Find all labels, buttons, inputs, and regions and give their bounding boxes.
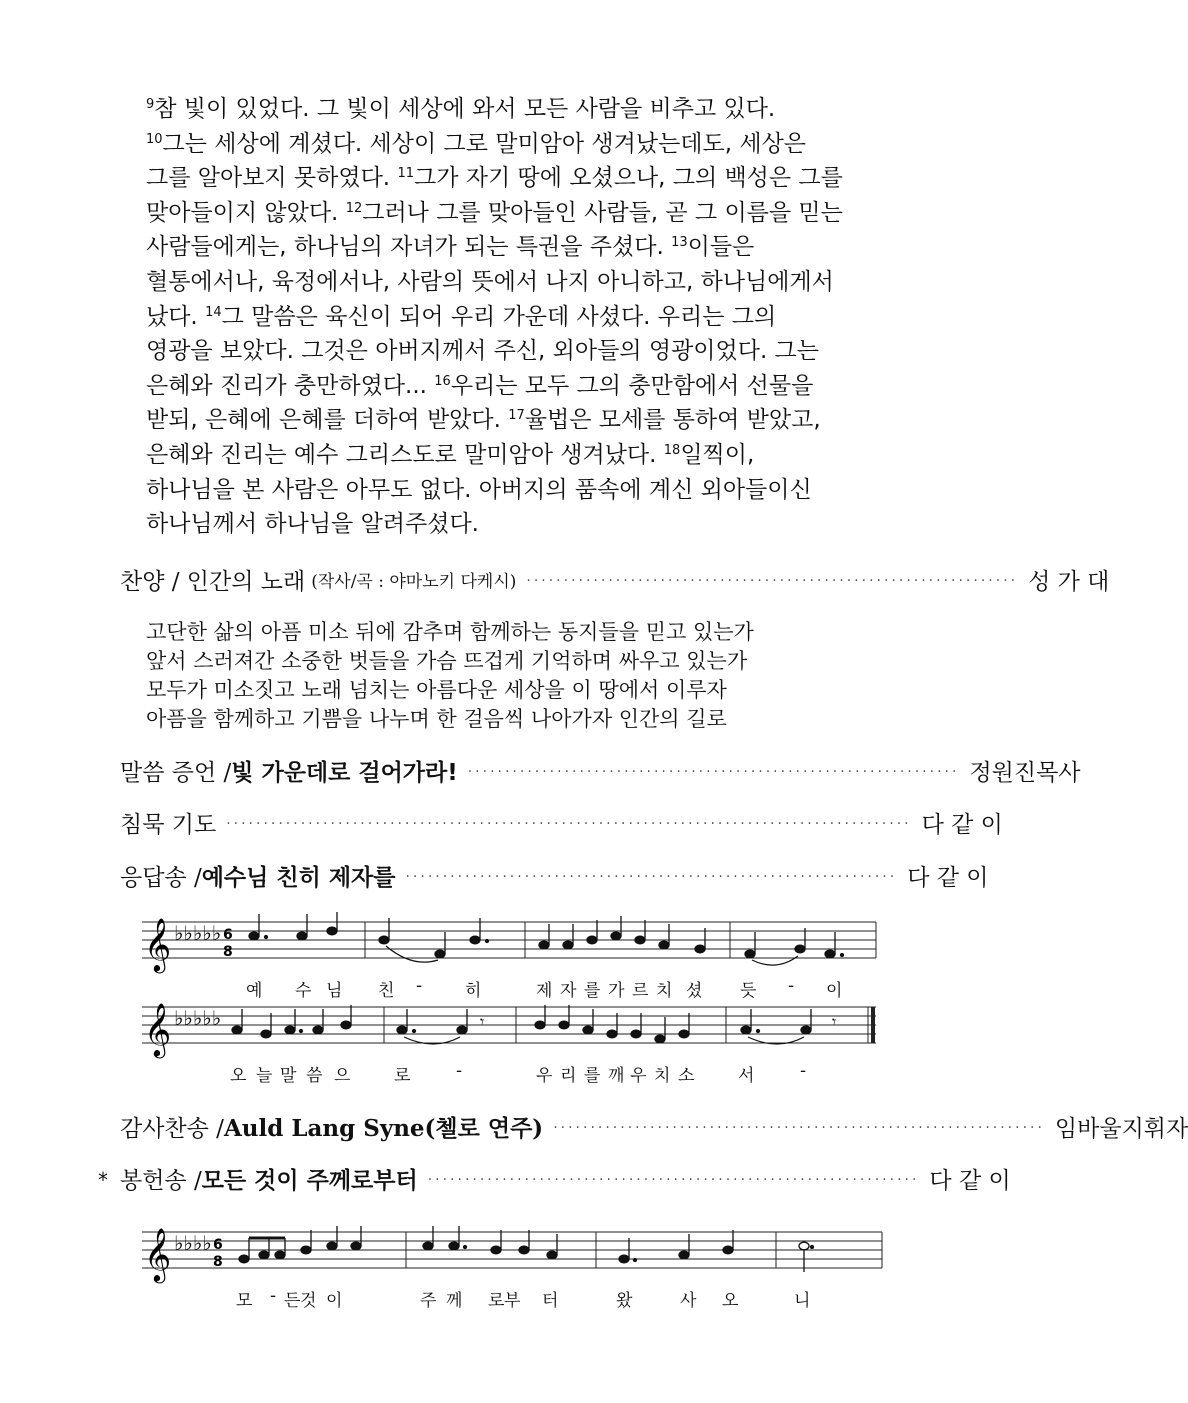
lyric-syllable: -	[416, 976, 423, 996]
chanyang-credit: (작사/곡 : 야마노키 다케시)	[311, 571, 517, 592]
svg-text:𝄾: 𝄾	[480, 1012, 485, 1031]
scripture-text: 사람들에게는, 하나님의 자녀가 되는 특권을 주셨다.	[146, 234, 672, 261]
lyric-syllable: 우	[536, 1066, 553, 1086]
leader-dots: ··································································	[553, 1120, 1045, 1136]
song-lyrics	[146, 618, 754, 734]
lyric-syllable: 히	[465, 981, 482, 1001]
sermon-who: 정원진목사	[969, 759, 1081, 786]
scripture-text: 하나님을 본 사람은 아무도 없다. 아버지의 품속에 계신 외아들이신	[146, 476, 812, 503]
lyric-syllable: 치	[656, 981, 673, 1001]
scripture-text: 참 빛이 있었다. 그 빛이 세상에 와서 모든 사람을 비추고 있다.	[154, 96, 776, 122]
verse-number: 18	[663, 442, 681, 458]
leader-dots: ··································································	[405, 869, 898, 885]
music-staff	[140, 912, 880, 972]
leader-dots: ··································································	[467, 764, 960, 780]
sermon-title: 빛 가운데로 걸어가라!	[231, 759, 458, 786]
lyric-syllable: 님	[326, 981, 343, 1001]
lyric-syllable: 모	[236, 1291, 253, 1311]
scripture-text: 우리는 모두 그의 충만함에서 선물을	[450, 372, 814, 399]
lyric-syllable: 왔	[616, 1291, 633, 1311]
scripture-text: 그를 알아보지 못하였다.	[146, 165, 398, 192]
lyric-syllable: 이	[326, 1291, 343, 1311]
lyric-syllable: 으	[334, 1066, 351, 1086]
lyric-syllable: 서	[738, 1066, 755, 1086]
svg-text:8: 8	[223, 944, 233, 960]
leader-dots: ··································································	[526, 573, 1019, 589]
thanks-title: Auld Lang Syne(첼로 연주)	[223, 1114, 544, 1142]
lyric-syllable: -	[270, 1286, 277, 1306]
response-score-line1	[140, 912, 880, 1001]
lyric-syllable: -	[788, 976, 795, 996]
lyric-syllable: 우	[630, 1066, 647, 1086]
scripture-text: 은혜와 진리가 충만하였다...	[146, 372, 435, 399]
lyric-syllable: 께	[446, 1291, 463, 1311]
standing-asterisk: *	[98, 1168, 108, 1192]
lyric-syllable: 제	[536, 981, 553, 1001]
lyric-syllable: -	[800, 1061, 807, 1081]
scripture-line	[146, 92, 876, 127]
verse-number: 10	[146, 131, 163, 147]
lyric-syllable: 오	[230, 1066, 247, 1086]
offering-score	[140, 1222, 885, 1311]
scripture-text: 이들은	[687, 234, 755, 261]
lyric-line: 앞서 스러져간 소중한 벗들을 가슴 뜨겁게 기억하며 싸우고 있는가	[146, 649, 748, 673]
scripture-line	[146, 403, 876, 438]
scripture-passage	[146, 92, 876, 542]
verse-number: 9	[146, 97, 155, 112]
order-chanyang	[120, 561, 1110, 597]
scripture-text: 율법은 모세를 통하여 받았고,	[524, 407, 821, 434]
treble-clef-icon: 𝄞	[144, 1002, 172, 1056]
scripture-text: 혈통에서나, 육정에서나, 사람의 뜻에서 나지 아니하고, 하나님에게서	[146, 268, 834, 295]
lyric-syllable: 로	[488, 1291, 505, 1311]
lyric-syllable: 로	[394, 1066, 411, 1086]
scripture-line	[146, 230, 876, 265]
sermon-label: 말씀 증언 /	[120, 759, 232, 786]
music-staff	[140, 997, 880, 1057]
scripture-line	[146, 438, 876, 473]
lyric-syllable: 말	[280, 1066, 297, 1086]
order-sermon	[120, 752, 1081, 788]
scripture-text: 받되, 은혜에 은혜를 더하여 받았다.	[146, 407, 509, 434]
lyric-syllable: 가	[608, 981, 625, 1001]
order-response	[120, 857, 989, 893]
verse-number: 14	[205, 304, 222, 320]
verse-number: 17	[508, 408, 525, 424]
scripture-line	[146, 127, 876, 162]
lyric-syllable: 르	[632, 981, 649, 1001]
lyric-syllable: 부	[504, 1291, 521, 1311]
chanyang-who: 성 가 대	[1028, 568, 1110, 595]
verse-number: 11	[397, 166, 414, 182]
verse-number: 12	[345, 200, 363, 216]
scripture-text: 영광을 보았다. 그것은 아버지께서 주신, 외아들의 영광이었다. 그는	[146, 338, 819, 365]
response-label: 응답송 /	[120, 864, 202, 891]
svg-text:♭♭♭♭♭: ♭♭♭♭♭	[174, 1006, 222, 1030]
response-score-line2	[140, 997, 880, 1086]
lyric-syllable: 오	[722, 1291, 739, 1311]
order-offering	[120, 1160, 1011, 1196]
svg-text:♭♭♭♭: ♭♭♭♭	[174, 1231, 212, 1255]
lyric-syllable: 씀	[306, 1066, 323, 1086]
lyric-syllable: 를	[584, 1066, 601, 1086]
scripture-text: 맞아들이지 않았다.	[146, 199, 346, 226]
verse-number: 13	[671, 235, 688, 251]
lyric-syllable: 것	[300, 1291, 317, 1311]
thanks-label: 감사찬송 /	[120, 1115, 224, 1142]
svg-text:6: 6	[213, 1237, 223, 1253]
response-title: 예수님 친히 제자를	[201, 864, 396, 891]
lyric-line: 고단한 삶의 아픔 미소 뒤에 감추며 함께하는 동지들을 믿고 있는가	[146, 620, 754, 644]
order-thanks	[120, 1108, 1188, 1144]
lyric-syllable: 이	[826, 981, 843, 1001]
leader-dots: ··································································	[427, 1172, 920, 1188]
lyric-syllable: 주	[420, 1291, 437, 1311]
scripture-text: 일찍이,	[680, 441, 755, 468]
chanyang-label: 찬양 / 인간의 노래	[120, 568, 306, 595]
svg-text:𝄾: 𝄾	[832, 1012, 837, 1031]
lyric-syllable: 깨	[608, 1066, 625, 1086]
lyric-syllable: -	[456, 1061, 463, 1081]
lyric-line: 아픔을 함께하고 기쁨을 나누며 한 걸음씩 나아가자 인간의 길로	[146, 707, 727, 731]
lyric-syllable: 를	[584, 981, 601, 1001]
thanks-who: 임바울지휘자	[1054, 1115, 1188, 1142]
scripture-text: 그 말씀은 육신이 되어 우리 가운데 사셨다. 우리는 그의	[221, 303, 777, 330]
lyric-syllable: 사	[680, 1291, 697, 1311]
scripture-line	[146, 196, 876, 231]
offering-who: 다 같 이	[929, 1167, 1011, 1194]
order-prayer	[120, 804, 1003, 840]
scripture-text: 하나님께서 하나님을 알려주셨다.	[146, 511, 479, 538]
scripture-line	[146, 300, 876, 335]
scripture-text: 났다.	[146, 303, 206, 330]
prayer-who: 다 같 이	[921, 811, 1003, 838]
lyric-syllable: 자	[560, 981, 577, 1001]
prayer-label: 침묵 기도	[120, 811, 217, 838]
scripture-line	[146, 507, 876, 542]
scripture-text: 은혜와 진리는 예수 그리스도로 말미암아 생겨났다.	[146, 441, 664, 468]
scripture-text: 그는 세상에 계셨다. 세상이 그로 말미암아 생겨났는데도, 세상은	[162, 130, 807, 157]
lyric-syllable: 늘	[256, 1066, 273, 1086]
lyric-syllable: 셨	[686, 981, 703, 1001]
leader-dots: ····························································································	[226, 816, 912, 832]
lyric-syllable: 리	[560, 1066, 577, 1086]
lyric-syllable: 니	[794, 1291, 811, 1311]
scripture-line	[146, 369, 876, 404]
svg-text:♭♭♭♭♭: ♭♭♭♭♭	[174, 921, 222, 945]
lyric-syllable: 터	[542, 1291, 559, 1311]
treble-clef-icon: 𝄞	[144, 1227, 172, 1281]
scripture-line	[146, 161, 876, 196]
music-staff	[140, 1222, 885, 1282]
scripture-text: 그러나 그를 맞아들인 사람들, 곧 그 이름을 믿는	[362, 199, 843, 226]
offering-title: 모든 것이 주께로부터	[201, 1167, 418, 1194]
svg-text:8: 8	[213, 1254, 223, 1270]
scripture-text: 그가 자기 땅에 오셨으나, 그의 백성은 그를	[413, 165, 843, 192]
lyric-syllable: 든	[284, 1291, 301, 1311]
lyric-syllable: 치	[654, 1066, 671, 1086]
response-who: 다 같 이	[907, 864, 989, 891]
scripture-line	[146, 334, 876, 369]
treble-clef-icon: 𝄞	[144, 917, 172, 971]
verse-number: 16	[434, 373, 451, 389]
lyric-syllable: 듯	[740, 981, 757, 1001]
lyric-syllable: 수	[295, 981, 312, 1001]
offering-label: 봉헌송 /	[120, 1167, 202, 1194]
svg-text:6: 6	[223, 927, 233, 943]
lyric-syllable: 예	[246, 981, 263, 1001]
lyric-syllable: 친	[378, 981, 395, 1001]
scripture-line	[146, 265, 876, 300]
scripture-line	[146, 473, 876, 508]
lyric-line: 모두가 미소짓고 노래 넘치는 아름다운 세상을 이 땅에서 이루자	[146, 678, 727, 702]
lyric-syllable: 소	[678, 1066, 695, 1086]
